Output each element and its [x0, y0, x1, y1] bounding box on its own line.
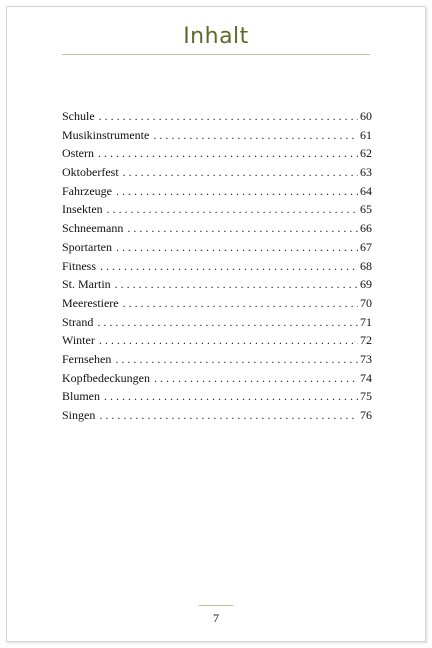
toc-entry[interactable] — [62, 406, 372, 425]
toc-entry-label: Meerestiere — [62, 295, 119, 310]
toc-entry-label: Musikinstrumente — [62, 127, 150, 142]
toc-entry-label: Strand — [62, 314, 94, 329]
toc-entry-page: 70 — [360, 295, 372, 310]
toc-entry[interactable] — [62, 275, 372, 294]
dot-leader — [99, 107, 358, 126]
toc-entry-page: 64 — [360, 183, 372, 198]
toc-entry[interactable] — [62, 219, 372, 238]
dot-leader — [107, 200, 358, 219]
dot-leader — [116, 182, 358, 201]
dot-leader — [123, 294, 358, 313]
dot-leader — [104, 387, 358, 406]
table-of-contents — [62, 107, 372, 425]
toc-entry[interactable] — [62, 182, 372, 201]
toc-entry[interactable] — [62, 144, 372, 163]
toc-entry-page: 62 — [360, 146, 372, 161]
toc-entry-page: 63 — [360, 165, 372, 180]
dot-leader — [127, 219, 358, 238]
toc-entry-page: 65 — [360, 202, 372, 217]
dot-leader — [153, 126, 358, 145]
toc-entry[interactable] — [62, 387, 372, 406]
dot-leader — [115, 275, 358, 294]
toc-entry-page: 60 — [360, 109, 372, 123]
dot-leader — [99, 406, 358, 425]
toc-entry-page: 74 — [360, 370, 372, 385]
toc-entry-label: St. Martin — [62, 277, 111, 292]
toc-entry-label: Fernsehen — [62, 351, 112, 366]
dot-leader — [98, 144, 358, 163]
dot-leader — [115, 350, 358, 369]
toc-entry[interactable] — [62, 200, 372, 219]
toc-entry-label: Schule — [62, 109, 95, 123]
title-divider — [62, 54, 370, 55]
toc-entry-label: Schneemann — [62, 221, 124, 236]
page-title: Inhalt — [183, 24, 249, 49]
dot-leader — [116, 238, 358, 257]
toc-entry[interactable] — [62, 313, 372, 332]
toc-entry-page: 73 — [360, 351, 372, 366]
toc-entry[interactable] — [62, 331, 372, 350]
footer-divider — [199, 605, 233, 606]
dot-leader — [100, 257, 358, 276]
toc-entry-label: Blumen — [62, 389, 100, 404]
toc-entry-label: Oktoberfest — [62, 165, 119, 180]
toc-entry-page: 75 — [360, 389, 372, 404]
toc-entry-label: Kopfbedeckungen — [62, 370, 150, 385]
toc-entry-page: 76 — [360, 408, 372, 422]
toc-entry[interactable] — [62, 294, 372, 313]
toc-entry-label: Insekten — [62, 202, 103, 217]
toc-entry-label: Ostern — [62, 146, 94, 161]
toc-entry[interactable] — [62, 126, 372, 145]
toc-entry-page: 67 — [360, 239, 372, 254]
toc-entry-page: 72 — [360, 333, 372, 348]
toc-entry-page: 61 — [360, 127, 372, 142]
toc-entry-page: 71 — [360, 314, 372, 329]
toc-entry-page: 68 — [360, 258, 372, 273]
page-number: 7 — [213, 611, 219, 625]
toc-entry[interactable] — [62, 257, 372, 276]
dot-leader — [97, 313, 358, 332]
toc-entry[interactable] — [62, 163, 372, 182]
toc-entry-label: Winter — [62, 333, 95, 348]
toc-entry-label: Singen — [62, 408, 96, 422]
toc-entry[interactable] — [62, 369, 372, 388]
dot-leader — [154, 369, 358, 388]
toc-entry-label: Fahrzeuge — [62, 183, 112, 198]
toc-entry-label: Sportarten — [62, 239, 112, 254]
toc-entry[interactable] — [62, 107, 372, 126]
dot-leader — [123, 163, 358, 182]
toc-entry-label: Fitness — [62, 258, 97, 273]
toc-entry-page: 69 — [360, 277, 372, 292]
toc-entry[interactable] — [62, 238, 372, 257]
toc-entry-page: 66 — [360, 221, 372, 236]
dot-leader — [99, 331, 358, 350]
toc-entry[interactable] — [62, 350, 372, 369]
